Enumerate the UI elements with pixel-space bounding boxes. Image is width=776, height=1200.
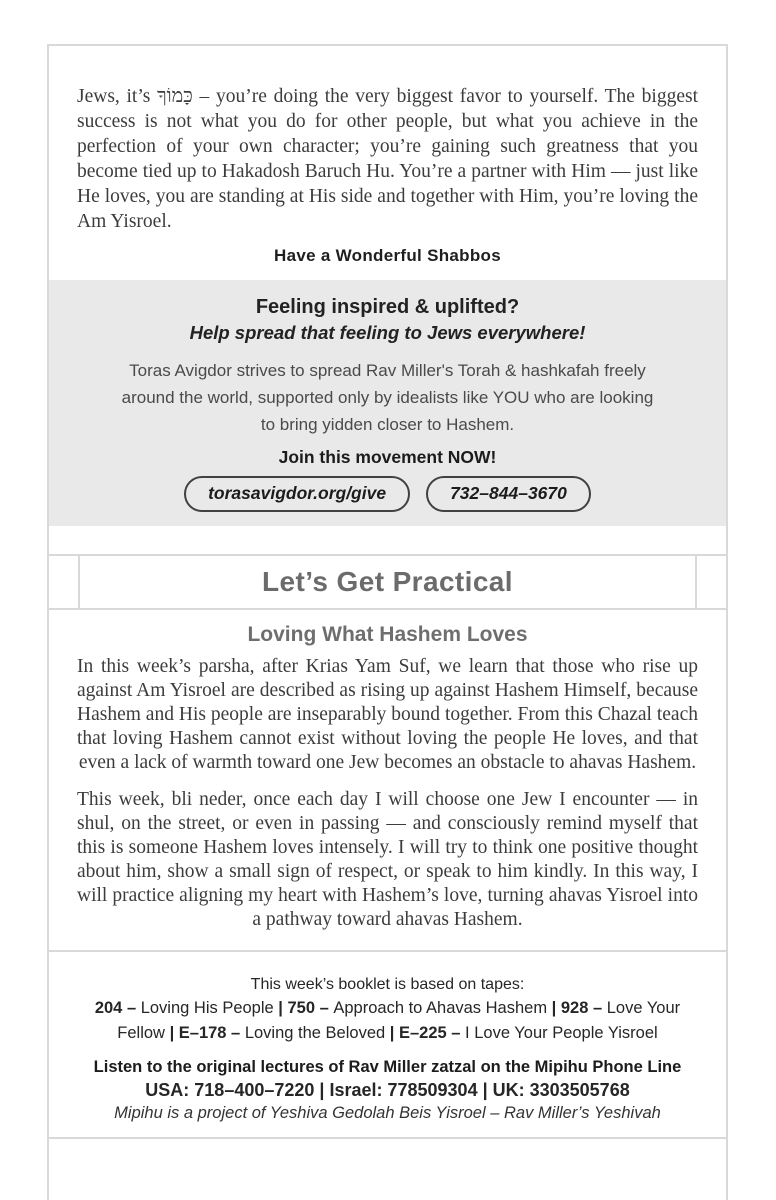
practical-paragraph-2: This week, bli neder, once each day I will choose one Jew I encounter — in shul, on the street, or even in passing — and consciously remind myself that this is someone Hashem loves intensely. I will try to think one positive thought about him, show a small sign of respect, or speak to him kindly. In this way, I will practice aligning my heart with Hashem’s love, turning ahavas Yisroel into a pathway toward ahavas Hashem. [77, 789, 698, 930]
mipihu-listen-line: Listen to the original lectures of Rav Miller zatzal on the Mipihu Phone Line [93, 1058, 682, 1076]
donation-promo-box [49, 280, 726, 526]
section-title: Let’s Get Practical [262, 566, 513, 597]
section-divider [49, 950, 726, 952]
donate-website-button[interactable]: torasavigdor.org/give [184, 476, 410, 512]
promo-buttons-row [79, 476, 696, 512]
intro-paragraph: Jews, it’s כָּמוֹךָ – you’re doing the very biggest favor to yourself. The biggest success is not what you do for other people, but what you achieve in the perfection of your own character; you’re gaining such greatness that you become tied up to Hakadosh Baruch Hu. You’re a partner with Him — just like He loves, you are standing at His side and together with Him, you’re loving the Am Yisroel. [77, 86, 698, 232]
bottom-divider [49, 1137, 726, 1139]
practical-paragraph-1: In this week’s parsha, after Krias Yam Suf, we learn that those who rise up against Am Yisroel are described as rising up against Hashem Himself, because Hashem and His people are inseparably bound together. From this Chazal teach that loving Hashem cannot exist without loving the people He loves, and that even a lack of warmth toward one Jew becomes an obstacle to ahavas Hashem. [77, 656, 698, 773]
shabbos-closing: Have a Wonderful Shabbos [274, 246, 501, 265]
practical-subtitle: Loving What Hashem Loves [247, 623, 528, 646]
promo-heading: Feeling inspired & uplifted? [255, 296, 520, 318]
tapes-list: 204 – Loving His People | 750 – Approach to Ahavas Hashem | 928 – Love Your Fellow | E–178 – Loving the Beloved | E–225 – I Love Your People Yisroel [94, 999, 681, 1042]
band-right-cell [695, 556, 726, 608]
tapes-intro-line: This week’s booklet is based on tapes: [250, 976, 525, 993]
tapes-footer [49, 976, 726, 1123]
mipihu-phone-numbers: USA: 718–400–7220 | Israel: 778509304 | UK: 3303505768 [145, 1080, 630, 1100]
promo-subheading: Help spread that feeling to Jews everywhere! [189, 322, 586, 343]
donate-phone-button[interactable]: 732–844–3670 [426, 476, 591, 512]
mipihu-credit-line: Mipihu is a project of Yeshiva Gedolah Beis Yisroel – Rav Miller’s Yeshivah [114, 1104, 661, 1122]
promo-cta-text: Join this movement NOW! [278, 447, 497, 467]
section-header-band [49, 554, 726, 610]
band-left-cell [49, 556, 80, 608]
promo-body-text: Toras Avigdor strives to spread Rav Miller's Torah & hashkafah freely around the world, supported only by idealists like YOU who are looking to bring yidden closer to Hashem. [121, 361, 654, 434]
page-card [47, 44, 728, 1200]
